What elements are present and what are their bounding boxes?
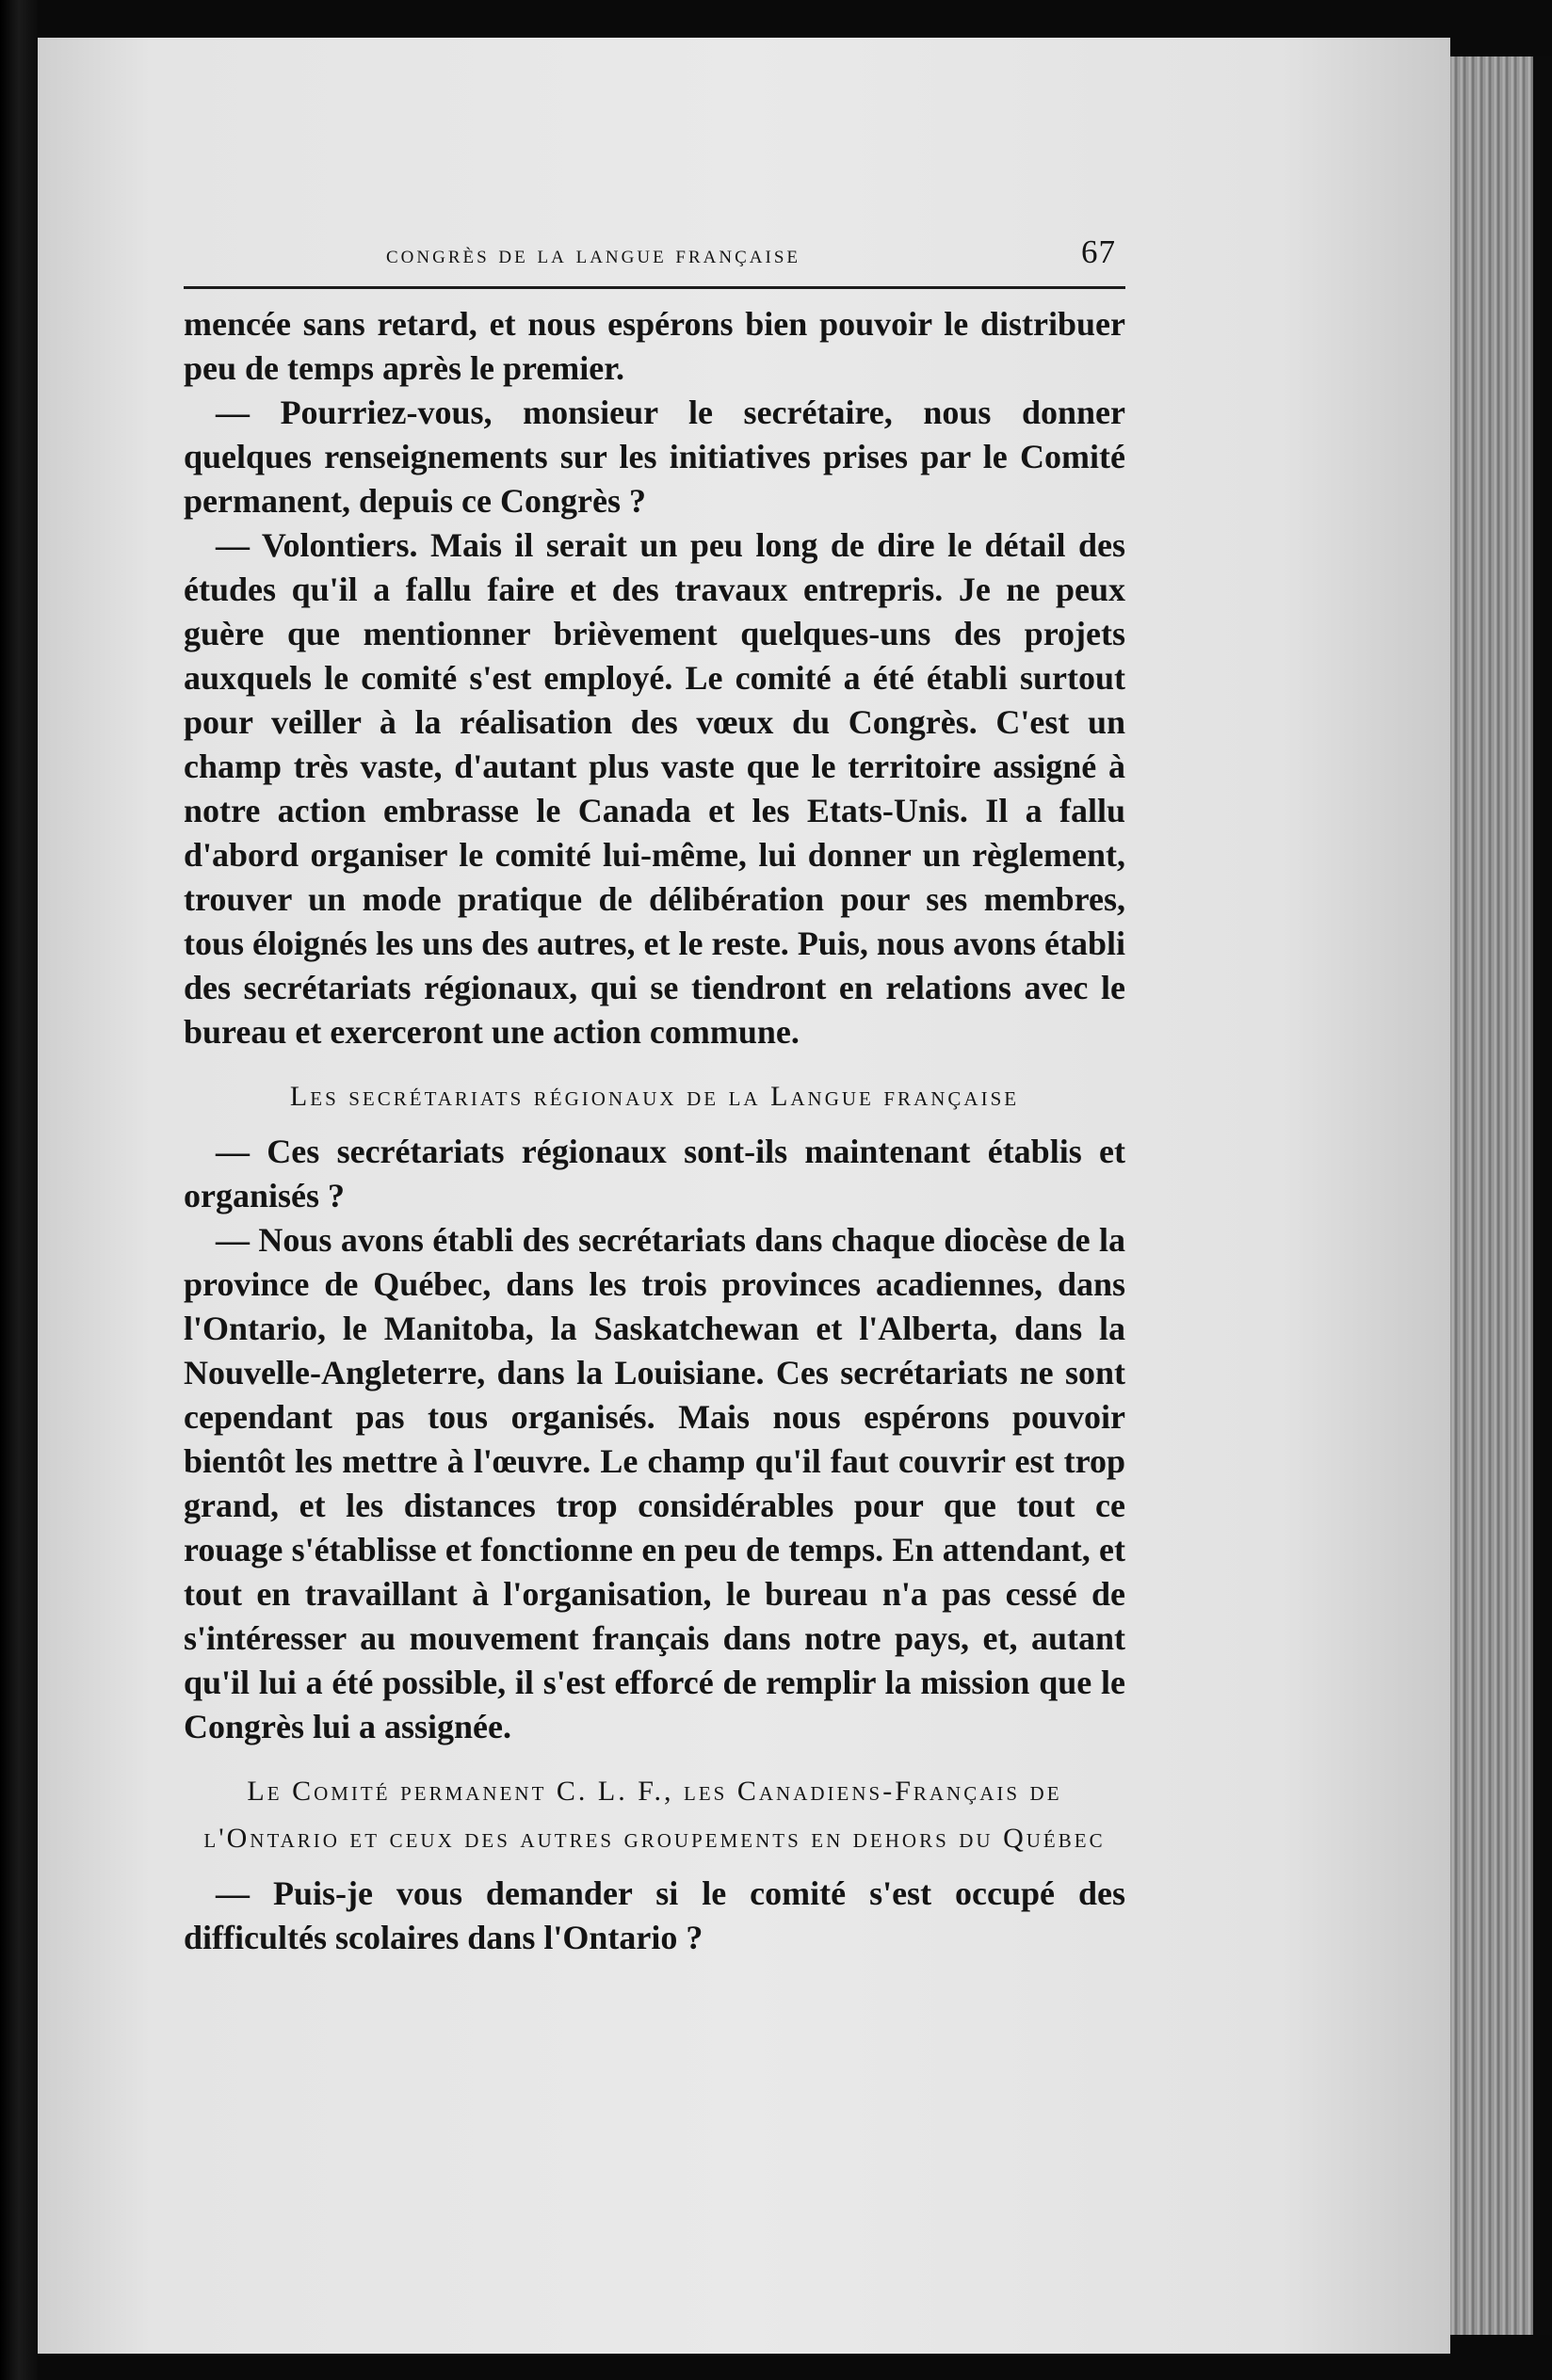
section-heading: Les secrétariats régionaux de la Langue française [289,1081,1020,1112]
paragraph: — Volontiers. Mais il serait un peu long de dire le détail des études qu'il a fallu faire et des travaux entrepris. Je ne peux guère que mentionner brièvement quelques-uns des projets auxquels le comité s'est employé. Le comité a été établi surtout pour veiller à la réalisation des vœux du Congrès. C'est un champ très vaste, d'autant plus vaste que le territoire assigné à notre action embrasse le Canada et les Etats-Unis. Il a fallu d'abord organiser le comité lui-même, lui donner un règlement, trouver un mode pratique de délibération pour ses membres, tous éloignés les uns des autres, et le reste. Puis, nous avons établi des secrétariats régionaux, qui se tiendront en relations avec le bureau et exerceront une action commune. [184,526,1125,1051]
paragraph: mencée sans retard, et nous espérons bien pouvoir le distribuer peu de temps après le premier. [184,305,1125,387]
page-number: 67 [1081,233,1116,270]
running-head [184,233,1125,289]
text-block [184,233,1125,1960]
paragraph: — Ces secrétariats régionaux sont-ils maintenant établis et organisés ? [184,1133,1125,1214]
binding-edge [0,0,38,2380]
paragraph: — Nous avons établi des secrétariats dans chaque diocèse de la province de Québec, dans les trois provinces acadiennes, dans l'Ontario, le Manitoba, la Saskatchewan et l'Alberta, dans la Nouvelle-Angleterre, dans la Louisiane. Ces secrétariats ne sont cependant pas tous organisés. Mais nous espérons pouvoir bientôt les mettre à l'œuvre. Le champ qu'il faut couvrir est trop grand, et les distances trop considérables pour que tout ce rouage s'établisse et fonctionne en peu de temps. En attendant, et tout en travaillant à l'organisation, le bureau n'a pas cessé de s'intéresser au mouvement français dans notre pays, et, autant qu'il lui a été possible, il s'est efforcé de remplir la mission que le Congrès lui a assignée. [184,1221,1125,1745]
paragraph: — Pourriez-vous, monsieur le secrétaire, nous donner quelques renseignements sur les initiatives prises par le Comité permanent, depuis ce Congrès ? [184,394,1125,520]
paragraph: — Puis-je vous demander si le comité s'est occupé des difficultés scolaires dans l'Ontario ? [184,1874,1125,1956]
running-title: congrès de la langue française [386,240,801,268]
page-stack-edge [1450,56,1552,2335]
section-heading: Le Comité permanent C. L. F., les Canadiens-Français de l'Ontario et ceux des autres groupements en dehors du Québec [203,1776,1106,1854]
